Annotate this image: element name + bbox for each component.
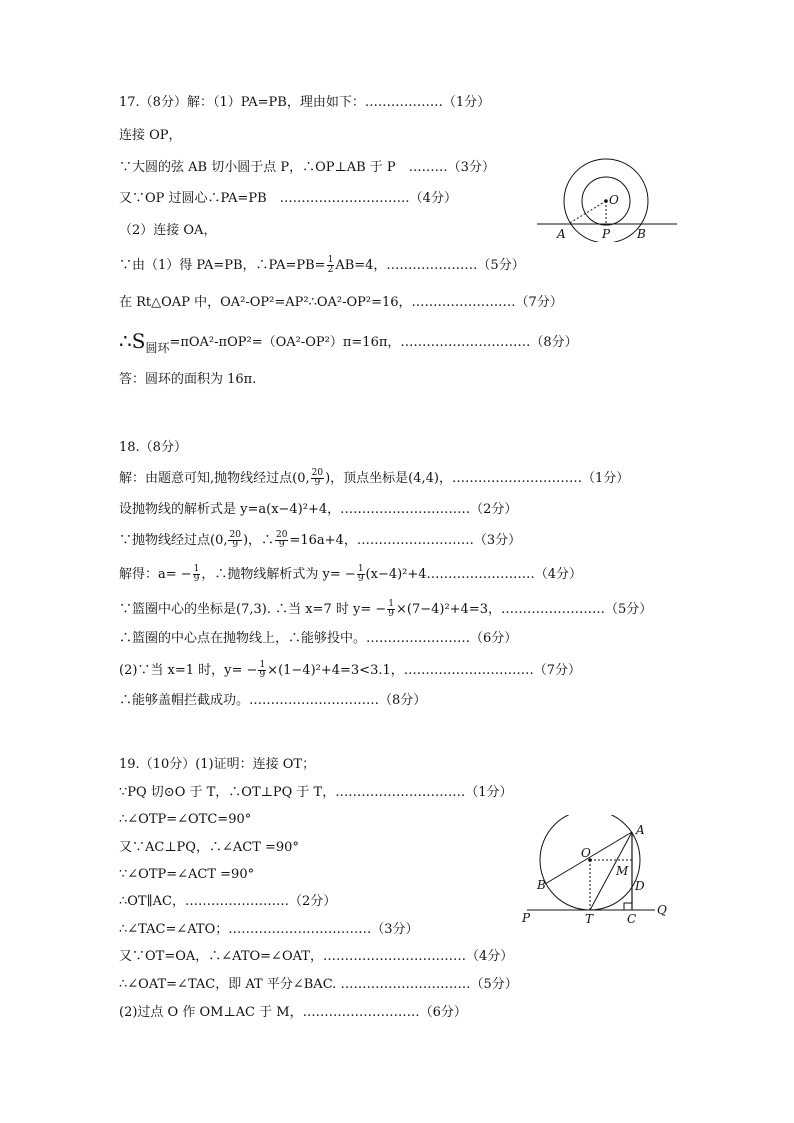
tangent-circle-figure xyxy=(515,815,675,930)
q17-line1: 17.（8分）解：（1）PA=PB，理由如下：………………（1分） xyxy=(119,95,491,110)
label-d: D xyxy=(635,879,645,893)
segment-oa xyxy=(568,201,606,224)
label-o: O xyxy=(609,193,619,207)
q19-line1: 19.（10分）(1)证明：连接 OT； xyxy=(119,757,316,772)
fraction: $\frac{1}{9}$ xyxy=(357,564,364,584)
q18-line4: ∵抛物线经过点(0, $\frac{20}{9}$ )，∴ $\frac{20}{9}$ =16a+4，………………………（3分） xyxy=(119,530,522,550)
q19-line3: ∴∠OTP=∠OTC=90° xyxy=(119,812,252,827)
q17-line9: 答：圆环的面积为 16π. xyxy=(119,372,257,387)
fraction: $\frac{1}{9}$ xyxy=(388,599,394,619)
fraction: $\frac{1}{2}$ xyxy=(327,255,334,275)
q19-line8: 又∵OT=OA，∴∠ATO=∠OAT，……………………………（4分） xyxy=(119,949,514,964)
fraction: $\frac{1}{9}$ xyxy=(193,564,200,584)
q18-line9: ∴能够盖帽拦截成功。…………………………（8分） xyxy=(119,693,427,708)
q18-line5: 解得：a= − $\frac{1}{9}$ ，∴抛物线解析式为 y= − $\frac{1}{9}$ (x−4)²+4.……………………（4分） xyxy=(119,564,582,584)
label-p: P xyxy=(602,227,611,241)
label-a: A xyxy=(557,227,566,241)
label-b: B xyxy=(637,227,646,241)
q19-line4: 又∵AC⊥PQ，∴∠ACT =90° xyxy=(119,840,299,855)
q19-line9: ∴∠OAT=∠TAC，即 AT 平分∠BAC. …………………………（5分） xyxy=(119,977,518,992)
center-dot xyxy=(604,199,608,203)
q17-line7: 在 Rt△OAP 中，OA²-OP²=AP²∴OA²-OP²=16，……………………（7分） xyxy=(119,295,563,310)
q19-line2: ∵PQ 切⊙O 于 T，∴OT⊥PQ 于 T，…………………………（1分） xyxy=(119,785,513,800)
label-a: A xyxy=(636,823,645,837)
q17-line6: ∵由（1）得 PA=PB，∴PA=PB= $\frac{1}{2}$ AB=4，…………………（5分） xyxy=(119,255,525,275)
q18-line6: ∵篮圈中心的坐标是(7,3). ∴当 x=7 时 y= − $\frac{1}{9}$ ×(7−4)²+4=3，……………………（5分） xyxy=(119,599,653,619)
q17-line4: 又∵OP 过圆心∴PA=PB …………………………（4分） xyxy=(119,191,457,206)
q19-line5: ∵∠OTP=∠ACT =90° xyxy=(119,867,255,882)
q18-line8: (2)∵当 x=1 时，y= − $\frac{1}{9}$ ×(1−4)²+4=3<3.1，…………………………（7分） xyxy=(119,660,582,680)
label-o: O xyxy=(581,846,591,860)
q17-line3: ∵大圆的弦 AB 切小圆于点 P，∴OP⊥AB 于 P ………（3分） xyxy=(119,160,495,175)
annulus-figure xyxy=(535,150,680,242)
q18-line2: 解：由题意可知,抛物线经过点(0, $\frac{20}{9}$ )，顶点坐标是(4,4)，…………………………（1分） xyxy=(119,468,630,488)
label-c: C xyxy=(627,912,637,926)
q18-line7: ∴篮圈的中心点在抛物线上，∴能够投中。……………………（6分） xyxy=(119,631,518,646)
q17-line2: 连接 OP， xyxy=(119,128,182,143)
q19-line6: ∴OT∥AC，……………………（2分） xyxy=(119,894,337,909)
fraction: $\frac{20}{9}$ xyxy=(229,530,241,550)
label-b: B xyxy=(537,878,546,892)
q19-line7: ∴∠TAC=∠ATO；……………………………（3分） xyxy=(119,922,419,937)
q17-line8: ∴S圆环=πOA²-πOP²=（OA²-OP²）π=16π，…………………………（8分） xyxy=(119,329,578,355)
label-t: T xyxy=(585,912,594,926)
label-q: Q xyxy=(657,903,667,917)
q19-line10: (2)过点 O 作 OM⊥AC 于 M，………………………（6分） xyxy=(119,1005,467,1020)
fraction: $\frac{20}{9}$ xyxy=(276,530,288,550)
label-p: P xyxy=(522,911,531,925)
fraction: $\frac{20}{9}$ xyxy=(311,468,324,488)
right-angle-mark xyxy=(624,903,632,910)
q17-line5: （2）连接 OA， xyxy=(119,223,217,238)
label-m: M xyxy=(616,864,629,878)
circle-o xyxy=(540,815,640,910)
fraction: $\frac{1}{9}$ xyxy=(259,660,266,680)
q18-line1: 18.（8分） xyxy=(119,440,187,455)
q18-line3: 设抛物线的解析式是 y=a(x−4)²+4，…………………………（2分） xyxy=(119,502,518,517)
